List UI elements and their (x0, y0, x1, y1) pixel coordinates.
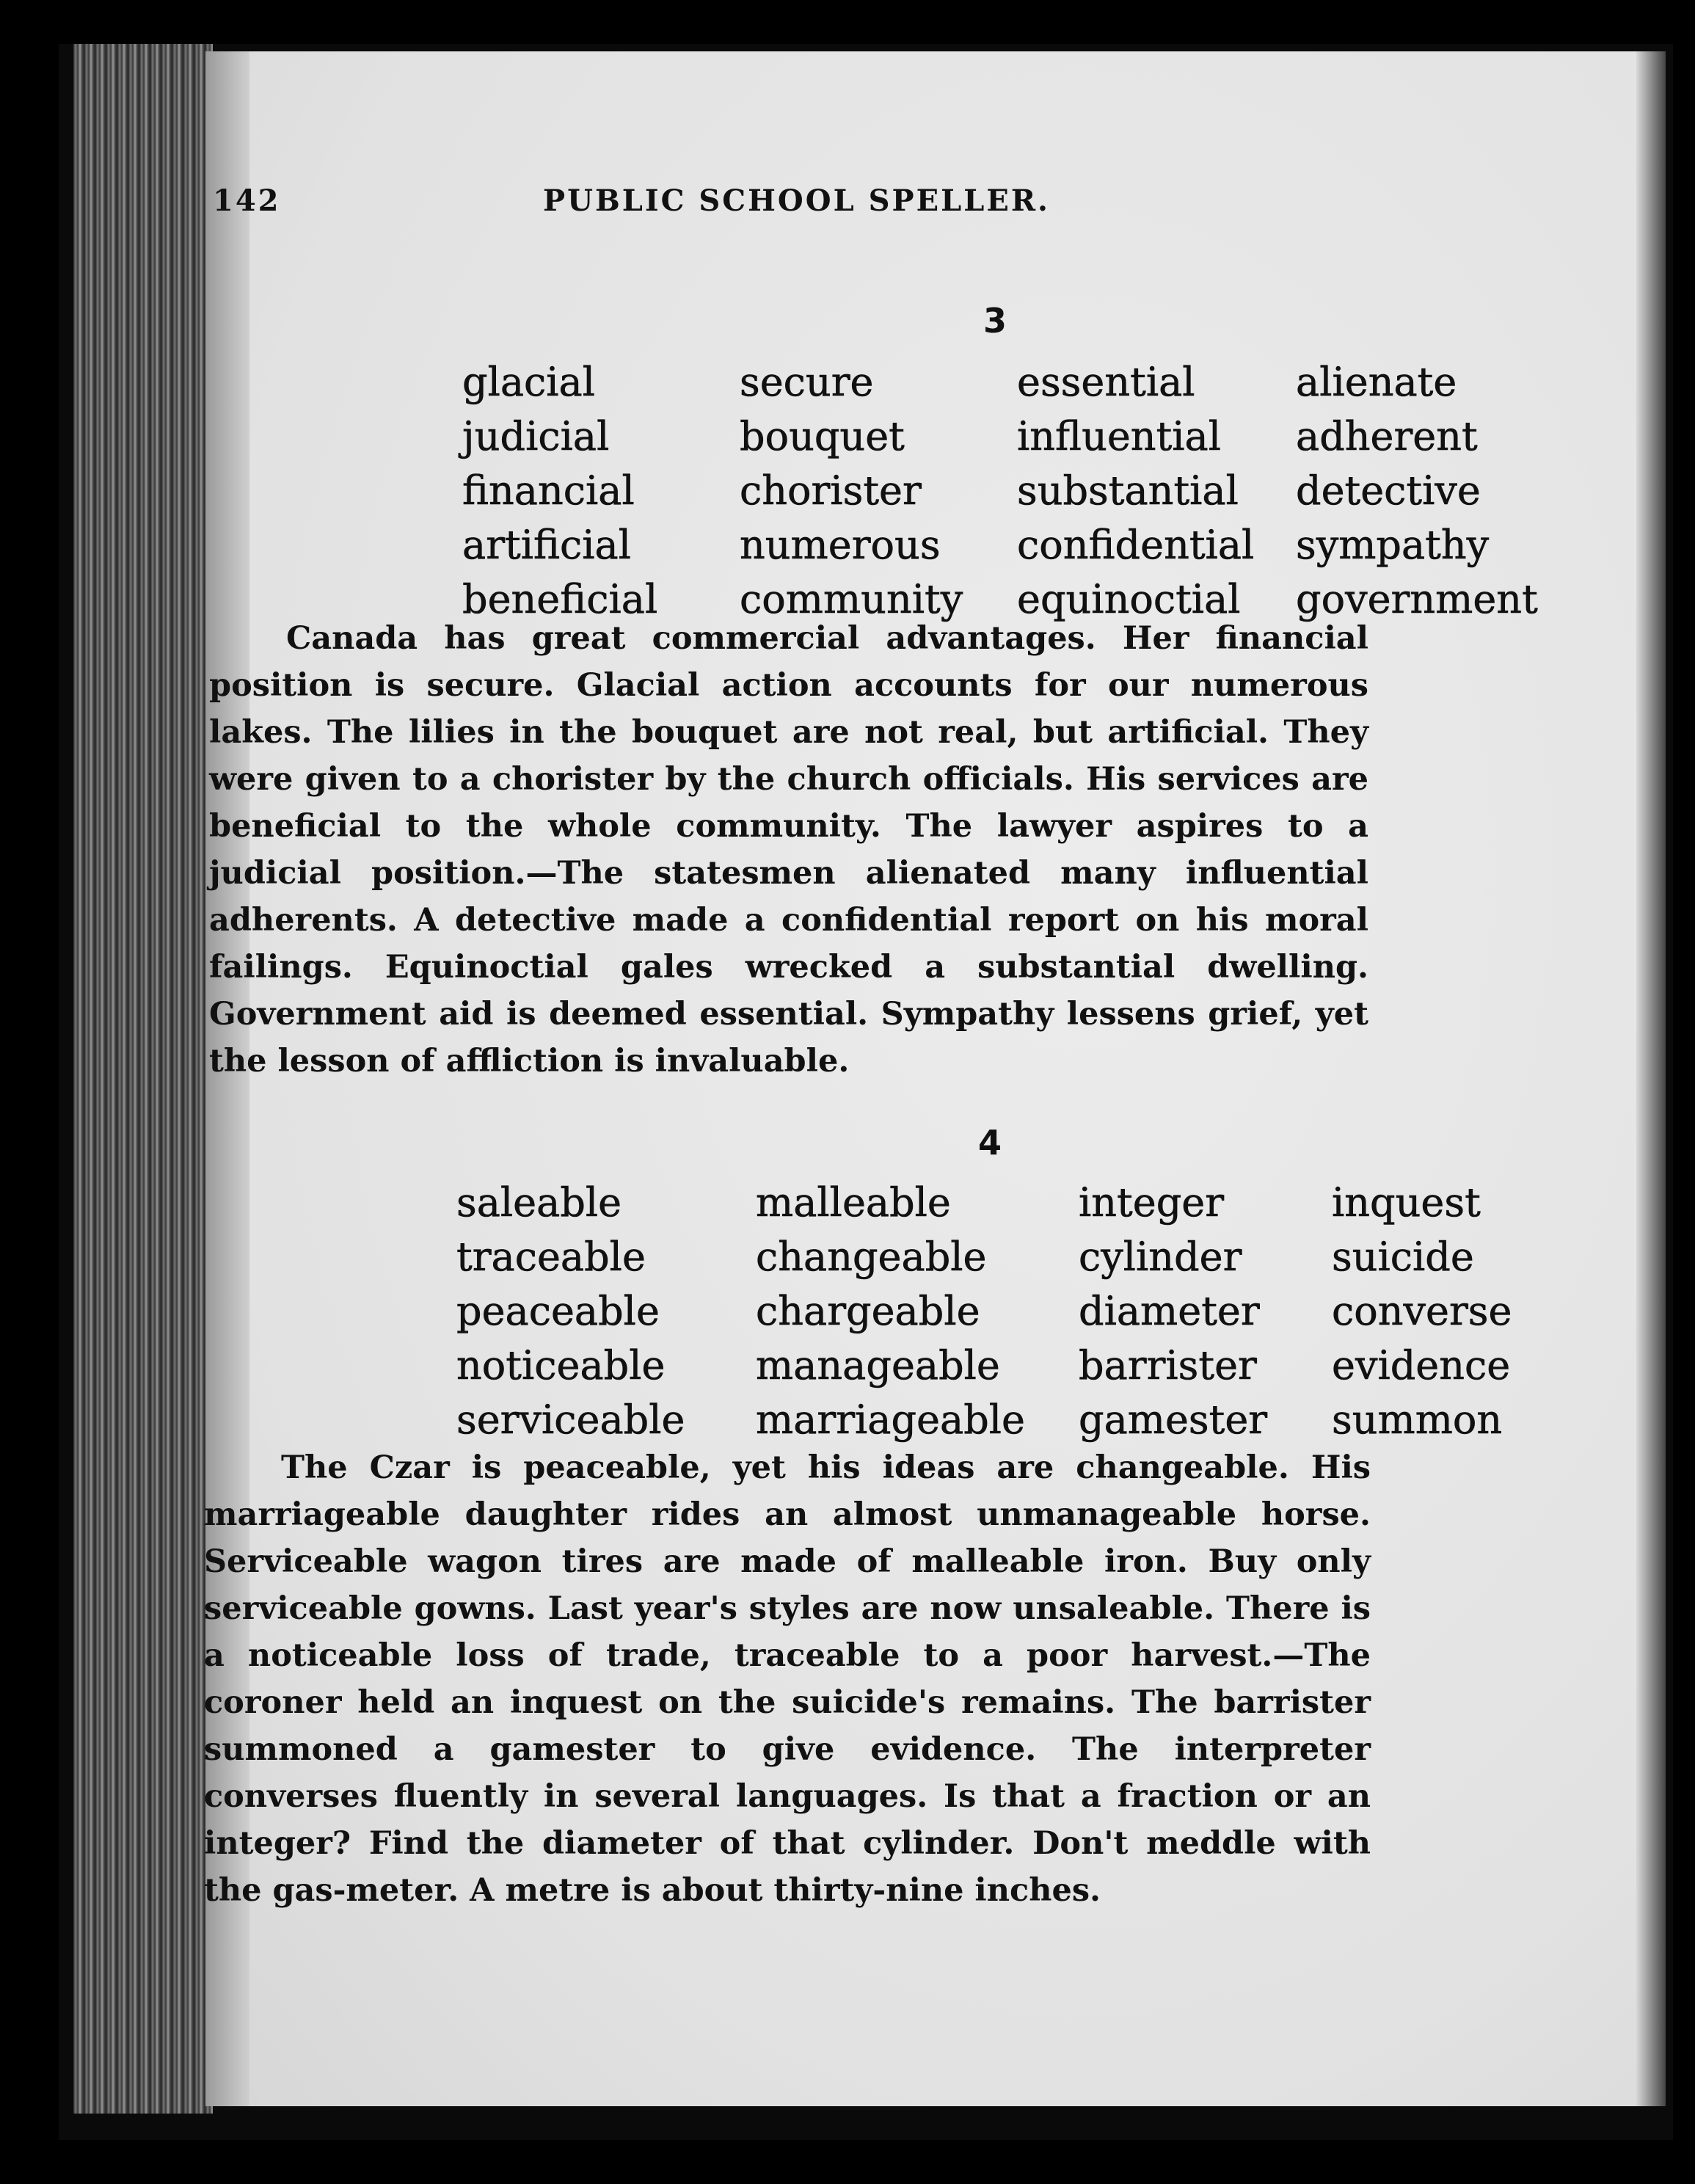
word: artificial (462, 522, 631, 568)
word-list-section-3 (462, 355, 1545, 627)
word: inquest (1332, 1179, 1481, 1226)
word: manageable (756, 1342, 1000, 1388)
word: beneficial (462, 576, 658, 622)
word: secure (740, 359, 874, 405)
word: government (1296, 576, 1538, 622)
word: suicide (1332, 1234, 1474, 1280)
word: gamester (1079, 1397, 1268, 1443)
word: converse (1332, 1288, 1512, 1334)
running-head (213, 183, 1240, 228)
word: diameter (1079, 1288, 1260, 1334)
word: chargeable (756, 1288, 980, 1334)
page-right-edge (1636, 51, 1666, 2106)
word: adherent (1296, 413, 1478, 459)
word: summon (1332, 1397, 1503, 1443)
word: alienate (1296, 359, 1457, 405)
word: sympathy (1296, 522, 1490, 568)
word: integer (1079, 1179, 1225, 1226)
section-number-3: 3 (983, 301, 1007, 341)
word-list-section-4 (456, 1176, 1581, 1447)
running-title: PUBLIC SCHOOL SPELLER. (543, 183, 1050, 218)
word: noticeable (456, 1342, 666, 1388)
word: changeable (756, 1234, 987, 1280)
word: saleable (456, 1179, 622, 1226)
word: influential (1017, 413, 1222, 459)
section-number-4: 4 (978, 1123, 1002, 1162)
word: malleable (756, 1179, 951, 1226)
word: traceable (456, 1234, 646, 1280)
word: confidential (1017, 522, 1255, 568)
word: detective (1296, 467, 1481, 514)
word: serviceable (456, 1397, 685, 1443)
word: evidence (1332, 1342, 1511, 1388)
word: equinoctial (1017, 576, 1241, 622)
word: glacial (462, 359, 596, 405)
word: substantial (1017, 467, 1239, 514)
word: barrister (1079, 1342, 1257, 1388)
word: judicial (462, 413, 610, 459)
word: community (740, 576, 963, 622)
word: chorister (740, 467, 922, 514)
word: numerous (740, 522, 941, 568)
paragraph-section-3: Canada has great commercial advantages. Her financial position is secure. Glacial action accounts for our numerous lakes. The lilies in the bouquet are not real, but artificial. They were given to a chorister by the church officials. His services are beneficial to the whole community. The lawyer aspires to a judicial position.—The statesmen alienated many influential adherents. A detective made a confidential report on his moral failings. Equinoctial gales wrecked a substantial dwelling. Government aid is deemed essential. Sympathy lessens grief, yet the lesson of affliction is invaluable. (209, 620, 1368, 1080)
word: peaceable (456, 1288, 660, 1334)
paragraph-section-4: The Czar is peaceable, yet his ideas are changeable. His marriageable daughter rides an almost unmanageable horse. Serviceable wagon tires are made of malleable iron. Buy only serviceable gowns. Last year's styles are now unsaleable. There is a noticeable loss of trade, traceable to a poor harvest.—The coroner held an inquest on the suicide's remains. The barrister summoned a gamester to give evidence. The interpreter converses fluently in several languages. Is that a fraction or an integer? Find the diameter of that cylinder. Don't meddle with the gas-meter. A metre is about thirty-nine inches. (204, 1449, 1371, 1909)
word: essential (1017, 359, 1195, 405)
page-number: 142 (213, 183, 281, 218)
word: marriageable (756, 1397, 1026, 1443)
page-edges (73, 44, 213, 2114)
word: bouquet (740, 413, 905, 459)
word: cylinder (1079, 1234, 1242, 1280)
word: financial (462, 467, 635, 514)
